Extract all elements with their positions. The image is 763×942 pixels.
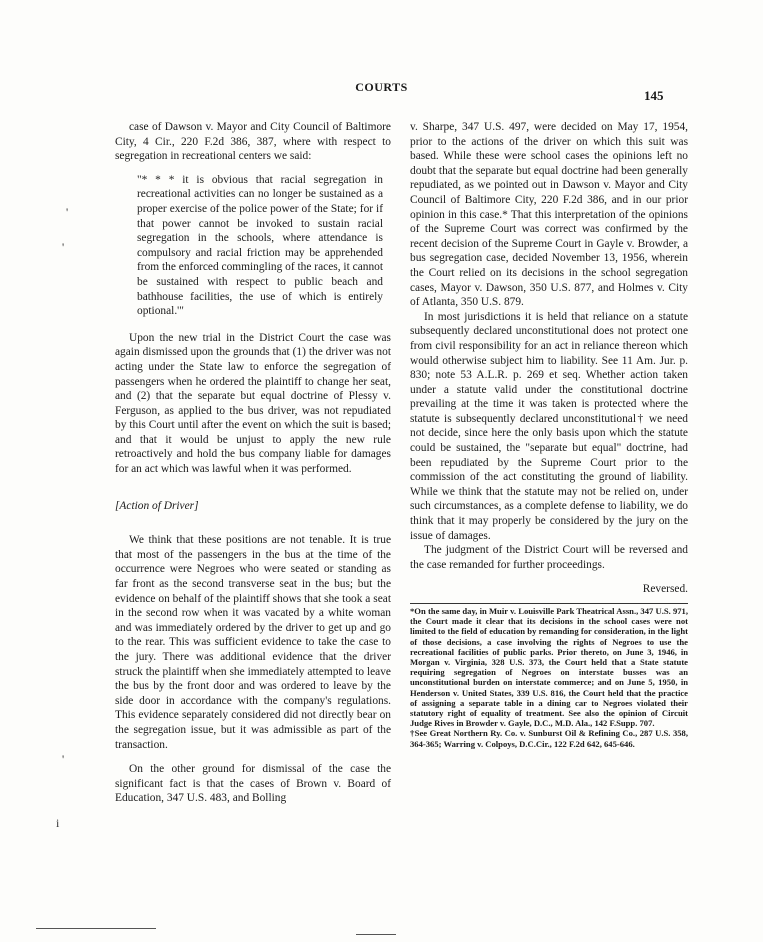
paragraph: The judgment of the District Court will be reversed and the case remanded for further proceedings.: [410, 544, 688, 571]
paragraph: On the other ground for dismissal of the case the significant fact is that the cases of Brown v. Board of Education, 347 U.S. 483, and Bolling: [115, 763, 391, 805]
section-heading: [Action of Driver]: [115, 499, 199, 512]
paragraph: v. Sharpe, 347 U.S. 497, were decided on May 17, 1954, prior to the actions of the driver on which this suit was based. While these were school cases the opinions left no doubt that the separate but equal doctrine had been generally repudiated, as we pointed out in Dawson v. Mayor and City Council of Baltimore City, 220 F.2d 386, and in our prior opinion in this case.* That this interpretation of the opinions of the Supreme Court was correct was confirmed by the recent decision of the Supreme Court in Gayle v. Browder, a bus segregation case, decided November 13, 1956, wherein the Court relied on its decisions in the school segregation cases, Mayor v. Dawson, 350 U.S. 877, and Holmes v. City of Atlanta, 350 U.S. 879.: [410, 121, 688, 309]
footnote: *On the same day, in Muir v. Louisville Park Theatrical Assn., 347 U.S. 971, the Court made it clear that its decisions in the school cases were not limited to the field of education by remanding for consideration, in the light of those decisions, a case involving the rights of Negroes to use the recreational facilities of public parks. Prior thereto, on June 3, 1946, in Morgan v. Virginia, 328 U.S. 373, the Court held that a State statute requiring segregation of Negroes on interstate busses was an unconstitutional burden on interstate commerce; and on June 5, 1950, in Henderson v. United States, 339 U.S. 816, the Court held that the practice of assigning a separate table in a dining car to Negroes violated their statutory right of equality of treatment. See also the opinion of Circuit Judge Rives in Browder v. Gayle, D.C., M.D. Ala., 142 F.Supp. 707.: [410, 606, 688, 729]
disposition: Reversed.: [642, 583, 688, 596]
right-column: [410, 120, 688, 749]
margin-mark: ': [62, 752, 65, 766]
page-number: 145: [644, 88, 664, 103]
block-quote: "* * * it is obvious that racial segregation in recreational activities can no longer be sustained as a proper exercise of the police power of the State; for if that power cannot be invoked to sustain racial segregation in the schools, where attendance is compulsory and racial friction may be apprehended from the enforced commingling of the races, it cannot be sustained with respect to public beach and bathhouse facilities, the use of which is entirely optional.'": [137, 173, 383, 318]
footnotes: [410, 606, 688, 749]
left-column: [115, 120, 391, 806]
paragraph: In most jurisdictions it is held that reliance on a statute subsequently declared unconstitutional does not protect one from civil responsibility for an act in reliance thereon which would otherwise subject him to liability. See 11 Am. Jur. p. 830; note 53 A.L.R. p. 269 et seq. Whether action taken under a statute valid under the constitutional doctrine prevailing at the time it was taken is protected where the statute is subsequently declared unconstitutional† we need not decide, since here the only basis upon which the statute could be sustained, the "separate but equal" doctrine, had been repudiated by the Supreme Court prior to the commission of the act constituting the ground of liability. While we think that the statute may not be relied on, under such circumstances, as a complete defense to liability, we do think that it may properly be considered by the jury on the issue of damages.: [410, 310, 688, 542]
margin-mark: i: [56, 816, 60, 830]
scan-line: [36, 928, 156, 929]
footnote: †See Great Northern Ry. Co. v. Sunburst Oil & Refining Co., 287 U.S. 358, 364-365; Warring v. Colpoys, D.C.Cir., 122 F.2d 642, 645-646.: [410, 728, 688, 749]
footnote-divider: [410, 603, 688, 604]
running-head: COURTS: [355, 80, 408, 94]
margin-mark: ': [66, 205, 69, 219]
paragraph: We think that these positions are not tenable. It is true that most of the passengers in the bus at the time of the occurrence were Negroes who were seated or standing as far front as the second transverse seat in the bus; but the evidence on behalf of the plaintiff shows that she took a seat in the second row when it was vacated by a white woman and was immediately ordered by the driver to get up and go to the rear. This was sufficient evidence to take the case to the jury. There was additional evidence that the driver struck the plaintiff when she immediately attempted to leave the bus by the front door and was ordered to leave by the side door in accordance with the company's regulations. This evidence separately considered did not directly bear on the segregation issue, but it was admissible as part of the transaction.: [115, 534, 391, 751]
scan-line: [356, 934, 396, 935]
paragraph: case of Dawson v. Mayor and City Council of Baltimore City, 4 Cir., 220 F.2d 386, 387, where with respect to segregation in recreational centers we said:: [115, 121, 391, 163]
margin-mark: ': [62, 240, 65, 254]
paragraph: Upon the new trial in the District Court the case was again dismissed upon the grounds that (1) the driver was not acting under the State law to enforce the segregation of passengers when he ordered the plaintiff to change her seat, and (2) that the separate but equal doctrine of Plessy v. Ferguson, as applied to the bus driver, was not repudiated by this Court until after the event on which the suit is based; and that it would be unjust to apply the new rule retroactively and hold the bus company liable for damages for an act which was lawful when it was performed.: [115, 331, 391, 476]
